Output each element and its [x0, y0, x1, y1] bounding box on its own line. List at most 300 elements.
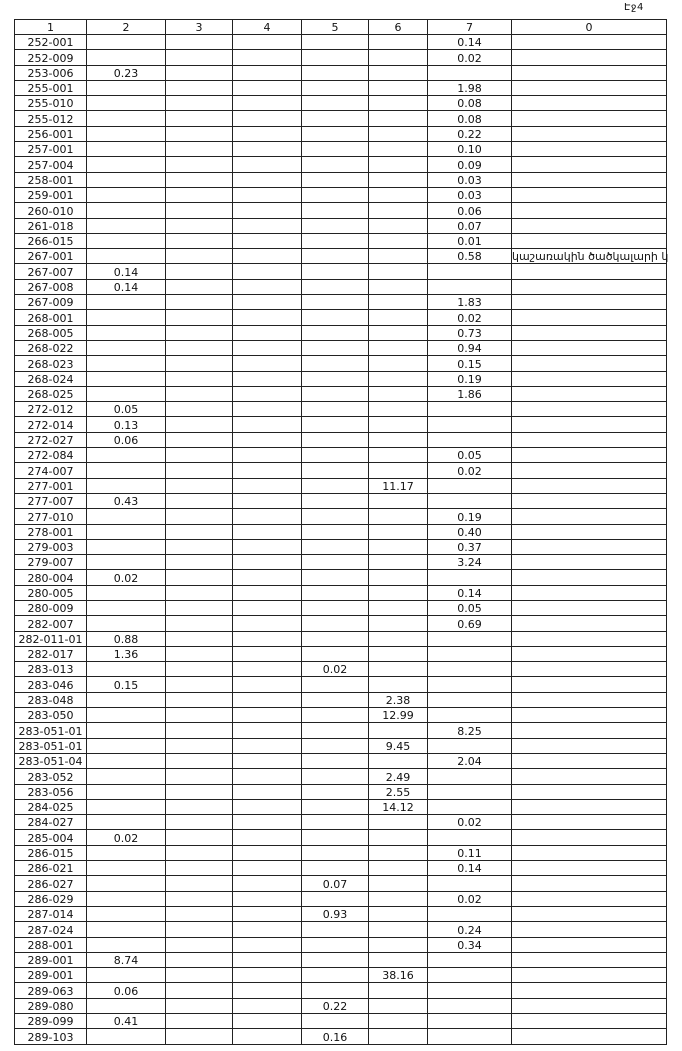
- value-cell: [369, 509, 428, 524]
- value-cell: [428, 1014, 512, 1029]
- value-cell: [166, 35, 233, 50]
- note-cell: [512, 677, 667, 692]
- value-cell: [369, 325, 428, 340]
- table-row: [15, 937, 667, 952]
- value-cell: [302, 845, 369, 860]
- value-cell: [369, 218, 428, 233]
- value-cell: [166, 524, 233, 539]
- value-cell: [369, 463, 428, 478]
- value-cell: 0.93: [302, 906, 369, 921]
- note-cell: [512, 830, 667, 845]
- table-row: [15, 861, 667, 876]
- value-cell: [233, 723, 302, 738]
- value-cell: [166, 891, 233, 906]
- value-cell: 0.73: [428, 325, 512, 340]
- row-code-cell: 284-025: [15, 799, 87, 814]
- value-cell: [302, 386, 369, 401]
- row-code-cell: 252-009: [15, 50, 87, 65]
- value-cell: 0.02: [428, 310, 512, 325]
- row-code-cell: 272-084: [15, 448, 87, 463]
- value-cell: [369, 1029, 428, 1044]
- value-cell: [302, 203, 369, 218]
- value-cell: [233, 738, 302, 753]
- value-cell: [166, 402, 233, 417]
- value-cell: 8.25: [428, 723, 512, 738]
- table-row: [15, 952, 667, 967]
- note-cell: [512, 509, 667, 524]
- note-cell: [512, 417, 667, 432]
- value-cell: [302, 233, 369, 248]
- note-cell: [512, 861, 667, 876]
- value-cell: [233, 585, 302, 600]
- value-cell: [302, 142, 369, 157]
- value-cell: [302, 952, 369, 967]
- table-row: [15, 80, 667, 95]
- value-cell: [369, 815, 428, 830]
- value-cell: [233, 998, 302, 1013]
- row-code-cell: 282-011-01: [15, 631, 87, 646]
- table-row: [15, 677, 667, 692]
- value-cell: 0.07: [302, 876, 369, 891]
- value-cell: [166, 50, 233, 65]
- table-row: [15, 1014, 667, 1029]
- value-cell: [302, 157, 369, 172]
- value-cell: [369, 264, 428, 279]
- value-cell: [87, 386, 166, 401]
- table-row: [15, 35, 667, 50]
- value-cell: [166, 708, 233, 723]
- value-cell: [87, 310, 166, 325]
- value-cell: [233, 1014, 302, 1029]
- value-cell: [233, 922, 302, 937]
- row-code-cell: 288-001: [15, 937, 87, 952]
- note-cell: [512, 631, 667, 646]
- note-cell: [512, 157, 667, 172]
- table-row: [15, 769, 667, 784]
- value-cell: [428, 662, 512, 677]
- value-cell: [369, 555, 428, 570]
- value-cell: [302, 830, 369, 845]
- note-cell: [512, 448, 667, 463]
- value-cell: [87, 998, 166, 1013]
- table-row: [15, 65, 667, 80]
- table-row: [15, 662, 667, 677]
- table-row: [15, 142, 667, 157]
- value-cell: [369, 310, 428, 325]
- table-row: [15, 432, 667, 447]
- column-header: 3: [166, 20, 233, 35]
- value-cell: [166, 753, 233, 768]
- value-cell: [302, 448, 369, 463]
- value-cell: [369, 142, 428, 157]
- value-cell: [166, 952, 233, 967]
- value-cell: [87, 111, 166, 126]
- row-code-cell: 272-014: [15, 417, 87, 432]
- value-cell: [166, 172, 233, 187]
- row-code-cell: 255-012: [15, 111, 87, 126]
- value-cell: 0.06: [87, 432, 166, 447]
- value-cell: 38.16: [369, 968, 428, 983]
- value-cell: [233, 524, 302, 539]
- row-code-cell: 268-025: [15, 386, 87, 401]
- value-cell: [369, 937, 428, 952]
- column-header: 2: [87, 20, 166, 35]
- value-cell: [369, 723, 428, 738]
- value-cell: [166, 646, 233, 661]
- value-cell: [87, 692, 166, 707]
- note-cell: [512, 310, 667, 325]
- value-cell: [166, 493, 233, 508]
- value-cell: 0.06: [428, 203, 512, 218]
- value-cell: 0.05: [87, 402, 166, 417]
- table-row: [15, 371, 667, 386]
- value-cell: [302, 172, 369, 187]
- value-cell: [302, 295, 369, 310]
- table-row: [15, 249, 667, 264]
- value-cell: [166, 65, 233, 80]
- row-code-cell: 287-014: [15, 906, 87, 921]
- note-cell: [512, 723, 667, 738]
- row-code-cell: 286-029: [15, 891, 87, 906]
- value-cell: [166, 585, 233, 600]
- value-cell: [166, 218, 233, 233]
- value-cell: 0.19: [428, 371, 512, 386]
- value-cell: [302, 753, 369, 768]
- row-code-cell: 289-001: [15, 952, 87, 967]
- table-body: [15, 35, 667, 1045]
- note-cell: [512, 585, 667, 600]
- row-code-cell: 282-017: [15, 646, 87, 661]
- row-code-cell: 286-015: [15, 845, 87, 860]
- value-cell: 1.86: [428, 386, 512, 401]
- value-cell: [166, 784, 233, 799]
- row-code-cell: 279-007: [15, 555, 87, 570]
- row-code-cell: 277-010: [15, 509, 87, 524]
- value-cell: [233, 432, 302, 447]
- value-cell: [87, 478, 166, 493]
- row-code-cell: 272-027: [15, 432, 87, 447]
- value-cell: [369, 753, 428, 768]
- table-row: [15, 386, 667, 401]
- note-cell: [512, 983, 667, 998]
- value-cell: [233, 631, 302, 646]
- table-row: [15, 111, 667, 126]
- table-row: [15, 723, 667, 738]
- row-code-cell: 283-050: [15, 708, 87, 723]
- table-row: [15, 539, 667, 554]
- note-cell: [512, 662, 667, 677]
- value-cell: [166, 692, 233, 707]
- value-cell: 0.03: [428, 187, 512, 202]
- table-row: [15, 157, 667, 172]
- value-cell: 0.34: [428, 937, 512, 952]
- value-cell: 0.94: [428, 340, 512, 355]
- value-cell: [166, 906, 233, 921]
- value-cell: [233, 1029, 302, 1044]
- row-code-cell: 272-012: [15, 402, 87, 417]
- value-cell: [369, 616, 428, 631]
- value-cell: [369, 677, 428, 692]
- value-cell: 0.58: [428, 249, 512, 264]
- page-number: Էջ4: [624, 2, 644, 13]
- value-cell: [87, 524, 166, 539]
- value-cell: [233, 906, 302, 921]
- value-cell: [166, 264, 233, 279]
- value-cell: [233, 876, 302, 891]
- value-cell: 0.02: [428, 815, 512, 830]
- note-cell: [512, 478, 667, 493]
- value-cell: [166, 845, 233, 860]
- value-cell: 0.15: [428, 356, 512, 371]
- value-cell: [87, 218, 166, 233]
- value-cell: [233, 172, 302, 187]
- value-cell: [302, 35, 369, 50]
- value-cell: [233, 646, 302, 661]
- note-cell: [512, 555, 667, 570]
- value-cell: 0.09: [428, 157, 512, 172]
- value-cell: [87, 861, 166, 876]
- value-cell: [166, 922, 233, 937]
- row-code-cell: 284-027: [15, 815, 87, 830]
- value-cell: [233, 937, 302, 952]
- value-cell: [166, 279, 233, 294]
- value-cell: [233, 815, 302, 830]
- value-cell: [233, 952, 302, 967]
- value-cell: [233, 356, 302, 371]
- value-cell: [428, 646, 512, 661]
- table-row: [15, 295, 667, 310]
- value-cell: [302, 325, 369, 340]
- value-cell: [233, 753, 302, 768]
- value-cell: [369, 861, 428, 876]
- value-cell: [369, 906, 428, 921]
- note-cell: [512, 799, 667, 814]
- table-row: [15, 402, 667, 417]
- value-cell: [428, 677, 512, 692]
- note-cell: [512, 1029, 667, 1044]
- table-row: [15, 417, 667, 432]
- value-cell: [428, 631, 512, 646]
- value-cell: 0.02: [428, 891, 512, 906]
- value-cell: [233, 310, 302, 325]
- row-code-cell: 255-010: [15, 96, 87, 111]
- value-cell: [166, 662, 233, 677]
- value-cell: [87, 708, 166, 723]
- value-cell: [369, 279, 428, 294]
- note-cell: [512, 815, 667, 830]
- value-cell: [302, 111, 369, 126]
- value-cell: [166, 861, 233, 876]
- value-cell: [369, 187, 428, 202]
- value-cell: [233, 35, 302, 50]
- value-cell: [302, 677, 369, 692]
- value-cell: [302, 279, 369, 294]
- value-cell: [166, 80, 233, 95]
- value-cell: [233, 65, 302, 80]
- table-row: [15, 784, 667, 799]
- value-cell: [166, 1014, 233, 1029]
- note-cell: [512, 233, 667, 248]
- value-cell: [233, 861, 302, 876]
- value-cell: [166, 509, 233, 524]
- value-cell: 0.02: [428, 463, 512, 478]
- value-cell: 0.08: [428, 111, 512, 126]
- table-row: [15, 478, 667, 493]
- value-cell: [87, 600, 166, 615]
- column-header: 1: [15, 20, 87, 35]
- value-cell: [87, 585, 166, 600]
- value-cell: [87, 662, 166, 677]
- value-cell: [369, 524, 428, 539]
- row-code-cell: 259-001: [15, 187, 87, 202]
- value-cell: 9.45: [369, 738, 428, 753]
- value-cell: [302, 50, 369, 65]
- value-cell: [233, 708, 302, 723]
- value-cell: [166, 157, 233, 172]
- value-cell: [302, 738, 369, 753]
- row-code-cell: 267-008: [15, 279, 87, 294]
- value-cell: [302, 218, 369, 233]
- row-code-cell: 289-063: [15, 983, 87, 998]
- value-cell: [302, 249, 369, 264]
- value-cell: [302, 417, 369, 432]
- table-row: [15, 600, 667, 615]
- value-cell: [428, 952, 512, 967]
- note-cell: [512, 172, 667, 187]
- table-row: [15, 555, 667, 570]
- table-row: [15, 187, 667, 202]
- value-cell: [302, 371, 369, 386]
- note-cell: [512, 80, 667, 95]
- value-cell: [233, 983, 302, 998]
- value-cell: [233, 417, 302, 432]
- table-row: [15, 968, 667, 983]
- value-cell: [87, 463, 166, 478]
- value-cell: [428, 708, 512, 723]
- table-row: [15, 616, 667, 631]
- value-cell: [369, 830, 428, 845]
- table-row: [15, 570, 667, 585]
- value-cell: [302, 65, 369, 80]
- row-code-cell: 280-005: [15, 585, 87, 600]
- note-cell: [512, 784, 667, 799]
- note-cell: [512, 738, 667, 753]
- value-cell: [87, 142, 166, 157]
- table-row: [15, 585, 667, 600]
- value-cell: [233, 187, 302, 202]
- note-cell: [512, 906, 667, 921]
- value-cell: [302, 509, 369, 524]
- value-cell: 0.01: [428, 233, 512, 248]
- note-cell: [512, 1014, 667, 1029]
- row-code-cell: 274-007: [15, 463, 87, 478]
- value-cell: [233, 96, 302, 111]
- value-cell: [166, 448, 233, 463]
- row-code-cell: 282-007: [15, 616, 87, 631]
- value-cell: [428, 784, 512, 799]
- value-cell: [166, 631, 233, 646]
- row-code-cell: 267-009: [15, 295, 87, 310]
- value-cell: [369, 50, 428, 65]
- column-header: 4: [233, 20, 302, 35]
- note-cell: [512, 845, 667, 860]
- value-cell: [166, 295, 233, 310]
- value-cell: 0.14: [87, 279, 166, 294]
- value-cell: [166, 187, 233, 202]
- value-cell: [369, 80, 428, 95]
- row-code-cell: 267-007: [15, 264, 87, 279]
- value-cell: [166, 478, 233, 493]
- table-row: [15, 799, 667, 814]
- note-cell: [512, 126, 667, 141]
- note-cell: [512, 891, 667, 906]
- value-cell: [233, 692, 302, 707]
- note-cell: [512, 493, 667, 508]
- value-cell: [369, 157, 428, 172]
- value-cell: 0.10: [428, 142, 512, 157]
- note-cell: [512, 753, 667, 768]
- value-cell: [428, 692, 512, 707]
- value-cell: [369, 371, 428, 386]
- table-row: [15, 126, 667, 141]
- note-cell: [512, 203, 667, 218]
- value-cell: [302, 784, 369, 799]
- value-cell: 2.55: [369, 784, 428, 799]
- note-cell: [512, 111, 667, 126]
- note-cell: [512, 616, 667, 631]
- note-cell: [512, 142, 667, 157]
- table-row: [15, 50, 667, 65]
- value-cell: [166, 815, 233, 830]
- note-cell: [512, 356, 667, 371]
- value-cell: 0.88: [87, 631, 166, 646]
- value-cell: [87, 356, 166, 371]
- row-code-cell: 286-027: [15, 876, 87, 891]
- row-code-cell: 268-001: [15, 310, 87, 325]
- row-code-cell: 286-021: [15, 861, 87, 876]
- note-cell: [512, 35, 667, 50]
- value-cell: [428, 279, 512, 294]
- value-cell: [233, 509, 302, 524]
- value-cell: [428, 417, 512, 432]
- note-cell: [512, 968, 667, 983]
- note-cell: [512, 96, 667, 111]
- value-cell: 0.07: [428, 218, 512, 233]
- value-cell: 0.14: [87, 264, 166, 279]
- value-cell: [233, 203, 302, 218]
- table-row: [15, 279, 667, 294]
- value-cell: [166, 677, 233, 692]
- value-cell: [87, 340, 166, 355]
- value-cell: [166, 325, 233, 340]
- value-cell: [166, 310, 233, 325]
- value-cell: [166, 126, 233, 141]
- value-cell: [369, 402, 428, 417]
- value-cell: [87, 845, 166, 860]
- note-cell: [512, 65, 667, 80]
- row-code-cell: 283-056: [15, 784, 87, 799]
- value-cell: [87, 968, 166, 983]
- value-cell: [233, 157, 302, 172]
- value-cell: [302, 340, 369, 355]
- header-row: [15, 20, 667, 35]
- note-cell: [512, 876, 667, 891]
- value-cell: 0.40: [428, 524, 512, 539]
- value-cell: 0.03: [428, 172, 512, 187]
- value-cell: 0.13: [87, 417, 166, 432]
- value-cell: [369, 295, 428, 310]
- value-cell: 0.15: [87, 677, 166, 692]
